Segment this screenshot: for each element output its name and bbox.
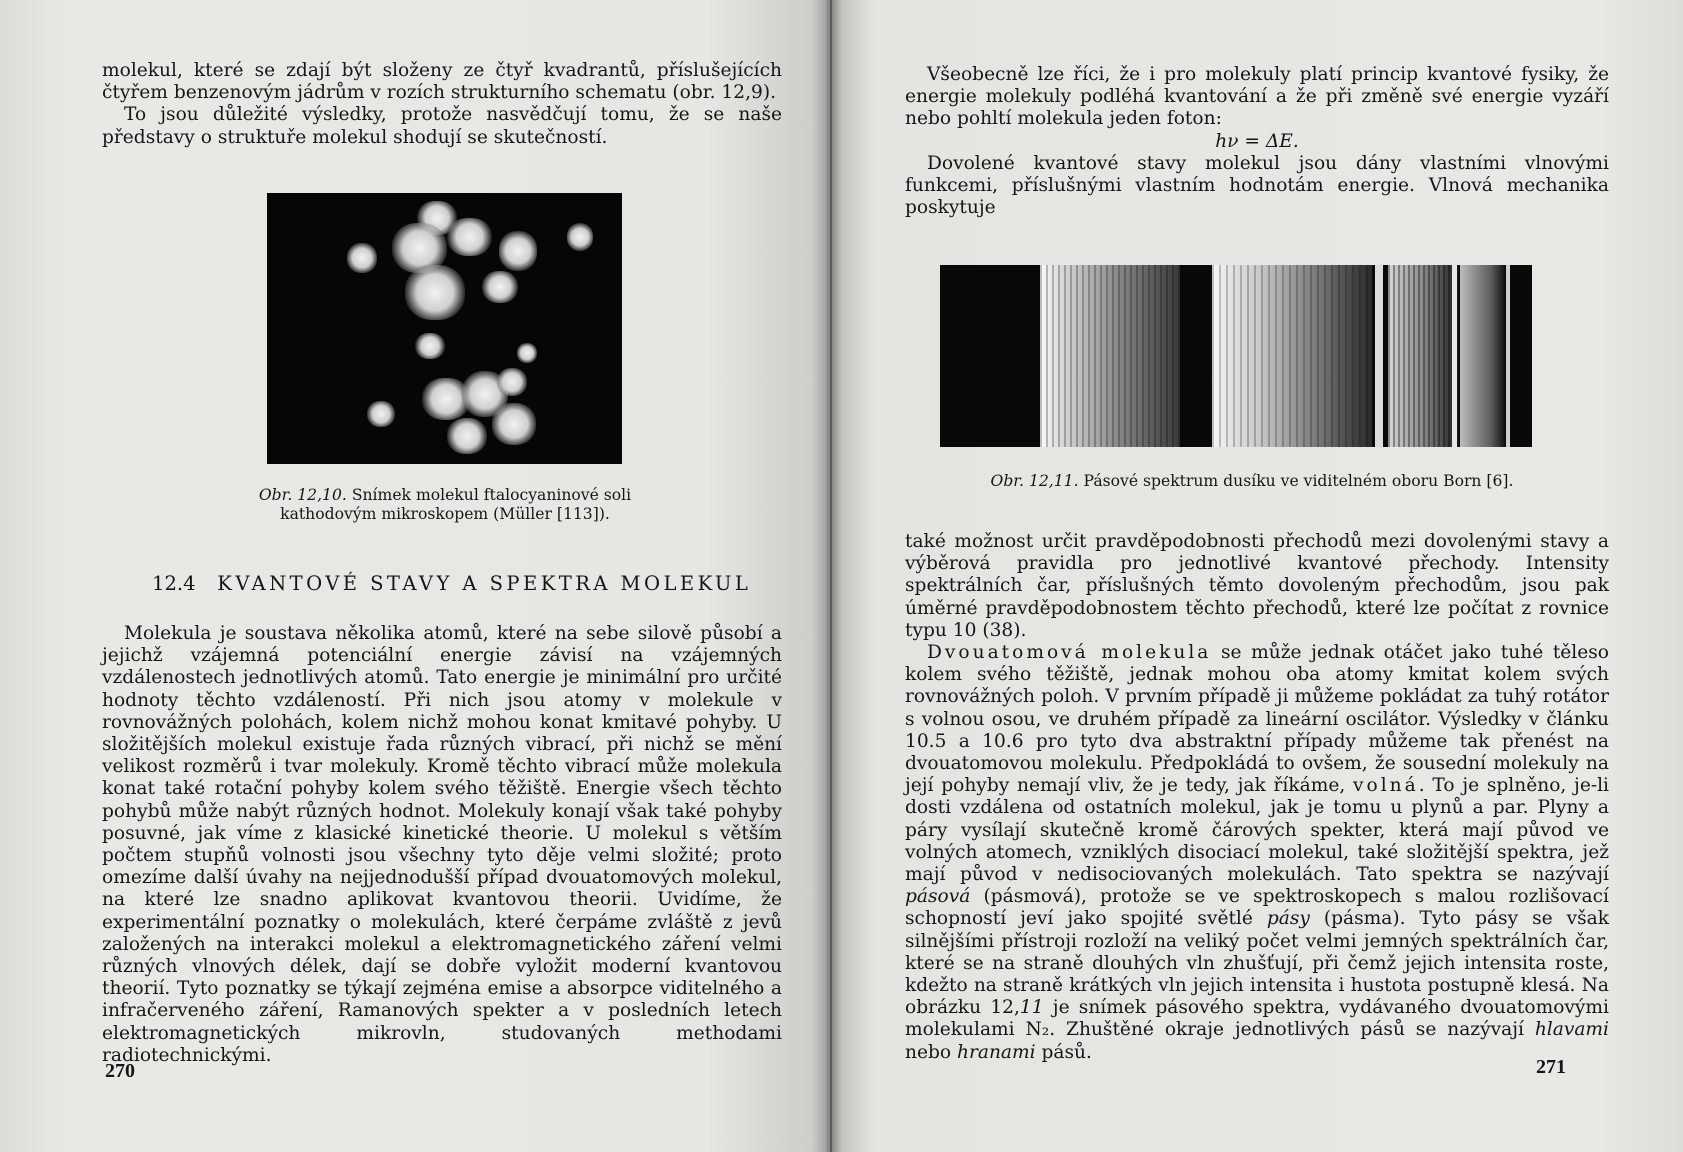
- section-heading: [152, 572, 752, 595]
- italic-term-bands: pásy: [1266, 908, 1310, 930]
- page-number-left: 270: [105, 1060, 135, 1082]
- section-number: 12.4: [152, 572, 196, 595]
- left-caption-line2: kathodovým mikroskopem (Müller [113]).: [280, 505, 610, 523]
- spaced-term-molecule: Dvouatomová molekula: [927, 642, 1212, 664]
- left-caption-label: Obr. 12,10.: [258, 486, 347, 504]
- right-figure-caption: [922, 472, 1582, 491]
- section-title: KVANTOVÉ STAVY A SPEKTRA MOLEKUL: [217, 572, 752, 595]
- spaced-term-free: volná: [1353, 775, 1419, 797]
- right-paragraph-3: také možnost určit pravděpodobnosti přechodů mezi dovolenými stavy a výběrová pravidla pro jednotlivé kvantové přechody. Intensity spektrálních čar, příslušných těmto dovoleným přechodům, jsou pak úměrné pravděpodobnostem těchto přechodů, které lze počítat z rovnice typu 10 (38).: [905, 531, 1609, 641]
- right-paragraph-1: Všeobecně lze říci, že i pro molekuly platí princip kvantové fysiky, že energie molekuly podléhá kvantování a že při změně své energie vyzáří nebo pohltí molekula jeden foton:: [905, 64, 1609, 130]
- right-paragraph-4: Dvouatomová molekula se může jednak otáčet jako tuhé těleso kolem svého těžiště, jednak mohou oba atomy kmitat kolem svých rovnovážných poloh. V prvním případě ji můžeme pokládat za tuhý rotátor s volnou osou, ve druhém případě za lineární oscilátor. Výsledky v článku 10.5 a 10.6 pro tyto dva abstraktní případy můžeme tak přenést na dvouatomovou molekulu. Předpokládá to ovšem, že sousední molekuly na její pohyby nemají vliv, že je tedy, jak říkáme, volná. To je splněno, je-li dosti vzdálena od ostatních molekul, jak je tomu u plynů a par. Plyny a páry vysílají skutečně kromě čárových spekter, která mají původ ve volných atomech, vzniklých disociací molekul, také složitější spektra, jež mají původ v nedisociovaných molekulách. Tato spektra se nazývají pásová (pásmová), protože se ve spektroskopech s malou rozlišovací schopností jeví jako spojité světlé pásy (pásma). Tyto pásy se však silnějšími přístroji rozloží na veliký počet velmi jemných spektrálních čar, které se na straně dlouhých vln zhušťují, při čemž jejich intensita roste, kdežto na straně krátkých vln jejich intensita i hustota postupně klesá. Na obrázku 12,11 je snímek pásového spektra, vydávaného dvouatomovými molekulami N₂. Zhuštěné okraje jednotlivých pásů se nazývají hlavami nebo hranami pásů.: [905, 642, 1609, 1063]
- left-paragraph-2: To jsou důležité výsledky, protože nasvědčují tomu, že se naše představy o struktuře molekul shodují se skutečností.: [102, 104, 782, 148]
- right-text-top: [905, 64, 1609, 219]
- book-gutter: [812, 0, 842, 1152]
- right-caption-text: Pásové spektrum dusíku ve viditelném oboru Born [6].: [1083, 472, 1514, 490]
- formula: hν = ΔE.: [1215, 130, 1299, 152]
- left-text-body: [102, 623, 782, 1067]
- band-spectrum-image: [940, 265, 1532, 447]
- right-caption-label: Obr. 12,11.: [990, 472, 1079, 490]
- left-caption-line1: Snímek molekul ftalocyaninové soli: [351, 486, 632, 504]
- left-page: [0, 0, 830, 1152]
- italic-term-heads: hlavami: [1534, 1019, 1609, 1041]
- italic-figure-ref: 11: [1019, 997, 1044, 1019]
- right-paragraph-2: Dovolené kvantové stavy molekul jsou dány vlastními vlnovými funkcemi, příslušnými vlastním hodnotám energie. Vlnová mechanika poskytuje: [905, 152, 1609, 219]
- italic-term-band: pásová: [905, 886, 971, 908]
- left-figure-caption: [245, 486, 645, 524]
- left-text-top: [102, 60, 782, 149]
- left-paragraph-3: Molekula je soustava několika atomů, které na sebe silově působí a jejichž vzájemná potenciální energie závisí na vzájemných vzdálenostech jednotlivých atomů. Tato energie je minimální pro určité hodnoty těchto vzdáleností. Při nich jsou atomy v molekule v rovnovážných polohách, kolem nichž mohou konat kmitavé pohyby. U složitějších molekul existuje řada různých vibrací, při nichž se mění velikost rozměrů i tvar molekuly. Kromě těchto vibrací může molekula konat také rotační pohyby kolem svého těžiště. Energie všech těchto pohybů může nabýt různých hodnot. Molekuly konají však také pohyby posuvné, jak víme z klasické kinetické theorie. U molekul s větším počtem stupňů volnosti jsou všechny tyto děje velmi složité; proto omezíme další úvahy na nejjednodušší případ dvouatomových molekul, na které lze snadno aplikovat kvantovou theorii. Uvidíme, že experimentální poznatky o molekulách, které čerpáme zvláště z jevů založených na interakci molekul a elektromagnetického záření velmi různých vlnových délek, dají se dobře vyložit moderní kvantovou theorií. Tyto poznatky se týkají zejména emise a absorpce viditelného a infračerveného záření, Ramanových spekter a v posledních letech elektromagnetických mikrovln, studovaných methodami radiotechnickými.: [102, 623, 782, 1066]
- italic-term-edges: hranami: [957, 1041, 1036, 1063]
- electron-micrograph-image: [267, 193, 622, 464]
- right-page: [832, 0, 1683, 1152]
- right-text-body: [905, 531, 1609, 1064]
- left-paragraph-1: molekul, které se zdají být složeny ze čtyř kvadrantů, příslušejících čtyřem benzenovým jádrům v rozích strukturního schematu (obr. 12,9).: [102, 60, 782, 104]
- page-number-right: 271: [1536, 1056, 1566, 1078]
